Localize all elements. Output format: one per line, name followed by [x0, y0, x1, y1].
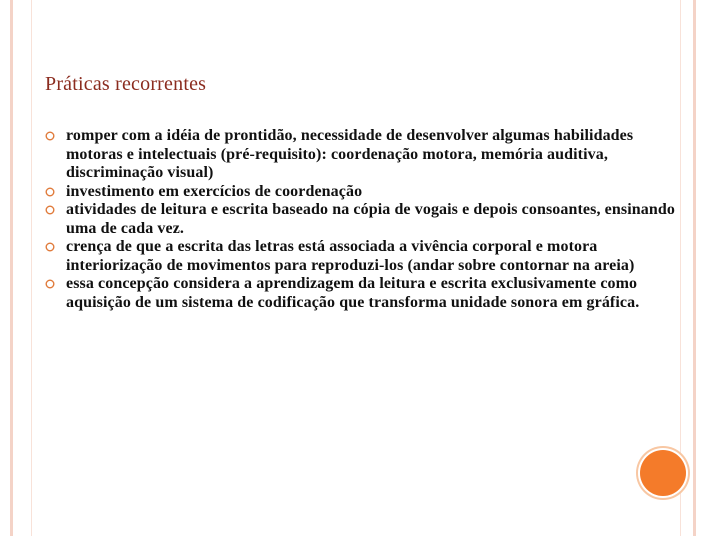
bullet-text: romper com a idéia de prontidão, necessidade de desenvolver algumas habilidades motoras e intelectuais (pré-requisito): coordenação motora, memória auditiva, discriminação visual) — [66, 127, 634, 181]
circle-bullet-icon — [45, 242, 55, 252]
bullet-text: crença de que a escrita das letras está associada a vivência corporal e motora interiorização de movimentos para reproduzi-los (andar sobre contornar na areia) — [66, 238, 635, 274]
bullet-item — [45, 275, 685, 312]
bullet-text: essa concepção considera a aprendizagem da leitura e escrita exclusivamente como aquisição de um sistema de codificação que transforma unidade sonora em gráfica. — [66, 275, 640, 311]
bullet-item — [45, 238, 685, 275]
circle-bullet-icon — [45, 131, 55, 141]
bullet-list — [45, 127, 685, 312]
circle-bullet-icon — [45, 205, 55, 215]
bullet-item — [45, 201, 685, 238]
circle-bullet-icon — [45, 187, 55, 197]
bullet-item — [45, 183, 685, 202]
slide-title: Práticas recorrentes — [45, 73, 207, 95]
orange-circle-decoration-icon — [640, 450, 686, 496]
bullet-text: investimento em exercícios de coordenação — [66, 182, 363, 200]
bullet-item — [45, 127, 685, 183]
circle-bullet-icon — [45, 279, 55, 289]
bullet-text: atividades de leitura e escrita baseado na cópia de vogais e depois consoantes, ensinando uma de cada vez. — [66, 201, 675, 237]
